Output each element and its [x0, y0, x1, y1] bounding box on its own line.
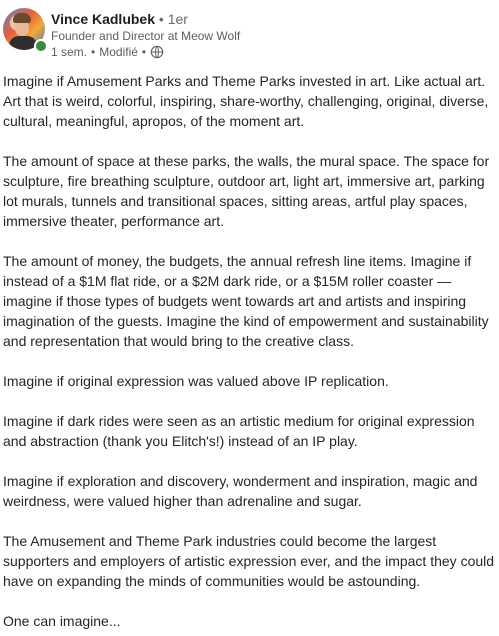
- online-status-indicator: [34, 39, 48, 53]
- post-header: [0, 0, 499, 64]
- post-paragraph: Imagine if Amusement Parks and Theme Parks invested in art. Like actual art. Art that is weird, colorful, inspiring, share-worthy, challenging, original, diverse, cultural, meaningful, apropos, of the moment art.: [3, 73, 489, 129]
- author-name-line: [51, 10, 188, 28]
- edited-label: Modifié: [99, 45, 138, 59]
- avatar-body-shape: [9, 36, 37, 50]
- post-paragraph: Imagine if dark rides were seen as an artistic medium for original expression and abstraction (thank you Elitch's!) instead of an IP play.: [3, 413, 475, 449]
- connection-degree: 1er: [167, 11, 188, 27]
- post-meta: [51, 44, 164, 60]
- avatar-hair-shape: [13, 13, 31, 23]
- author-avatar[interactable]: [3, 8, 45, 50]
- author-name[interactable]: Vince Kadlubek: [51, 11, 156, 27]
- post-paragraph: One can imagine...: [3, 613, 121, 629]
- post-time[interactable]: 1 sem.: [51, 45, 88, 59]
- post-paragraph: The Amusement and Theme Park industries could become the largest supporters and employers of artistic expression ever, and the impact they could have on expanding the minds of communities would be astounding.: [3, 533, 495, 589]
- post-paragraph: Imagine if exploration and discovery, wonderment and inspiration, magic and weirdness, were valued higher than adrenaline and sugar.: [3, 473, 478, 509]
- post-paragraph: The amount of money, the budgets, the annual refresh line items. Imagine if instead of a $1M flat ride, or a $2M dark ride, or a $15M roller coaster — imagine if those types of budgets went towards art and artists and inspiring imagination of the guests. Imagine the kind of empowerment and sustainability and representation that would bring to the creative class.: [3, 253, 489, 349]
- meta-separator: •: [91, 45, 96, 59]
- meta-separator-2: •: [141, 45, 147, 59]
- globe-icon: [150, 45, 164, 59]
- post-paragraph: Imagine if original expression was valued above IP replication.: [3, 373, 389, 389]
- author-headline: Founder and Director at Meow Wolf: [51, 29, 241, 43]
- name-separator: •: [158, 11, 164, 27]
- post-body: [3, 71, 497, 631]
- post-paragraph: The amount of space at these parks, the walls, the mural space. The space for sculpture, fire breathing sculpture, outdoor art, light art, immersive art, parking lot murals, tunnels and transitional spaces, sitting areas, artful play spaces, immersive theater, performance art.: [3, 153, 490, 229]
